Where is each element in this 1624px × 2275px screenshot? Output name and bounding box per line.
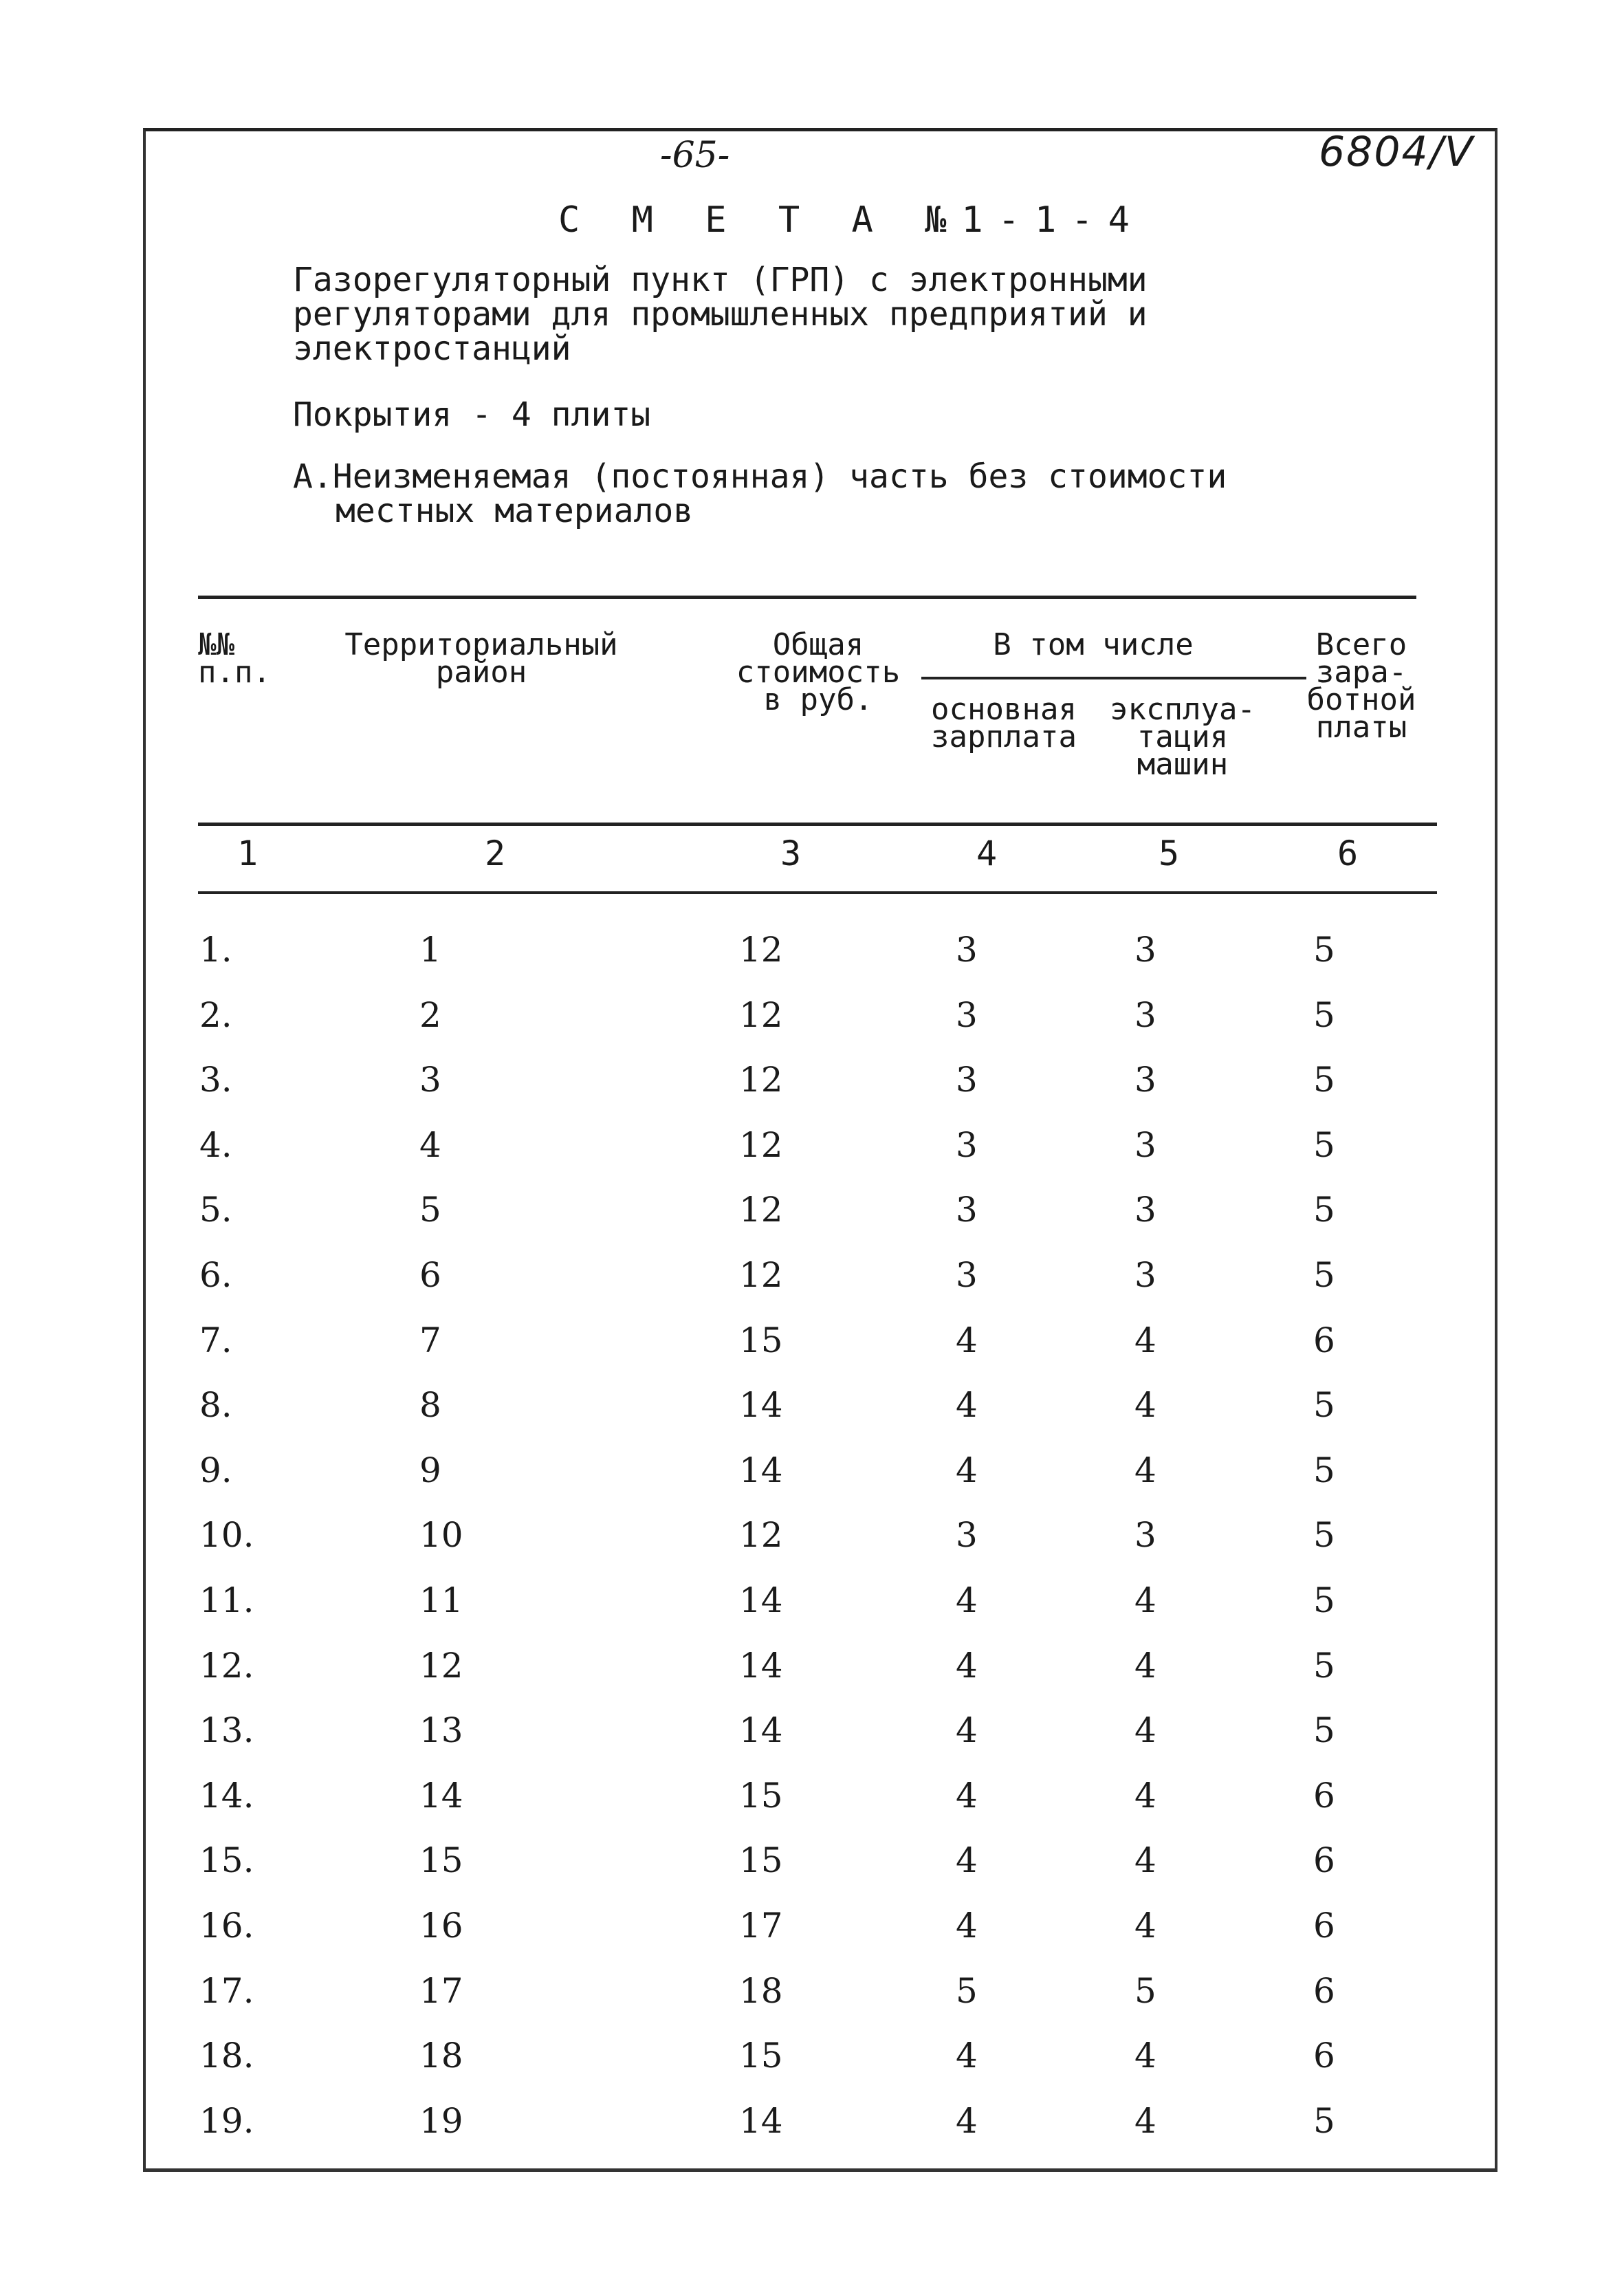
machine-operation-cell: 4	[1134, 2036, 1156, 2076]
column-number: 5	[1158, 834, 1180, 873]
header-territorial-district	[330, 627, 633, 690]
machine-operation-cell: 3	[1134, 1515, 1156, 1555]
district-cell: 19	[419, 2101, 463, 2141]
total-cost-cell: 12	[739, 1190, 783, 1230]
row-number-cell: 7.	[199, 1320, 232, 1360]
total-salary-cell: 5	[1313, 1646, 1335, 1686]
header-row-number	[198, 627, 271, 690]
row-number-cell: 5.	[199, 1190, 232, 1230]
total-cost-cell: 15	[739, 1320, 783, 1360]
header-machine-operation	[1100, 692, 1265, 782]
district-cell: 6	[419, 1255, 441, 1295]
district-cell: 1	[419, 930, 441, 970]
header-text: тация	[1137, 719, 1229, 754]
header-text: Территориальный	[344, 627, 618, 662]
row-number-cell: 8.	[199, 1385, 232, 1425]
total-cost-cell: 14	[739, 1385, 783, 1425]
row-number-cell: 17.	[199, 1971, 254, 2011]
district-cell: 18	[419, 2036, 463, 2076]
estimate-title: С М Е Т А №1-1-4	[558, 199, 1145, 241]
header-text: район	[435, 655, 527, 690]
total-salary-cell: 6	[1313, 2036, 1335, 2076]
base-salary-cell: 4	[956, 1646, 978, 1686]
header-text: ботной	[1306, 682, 1416, 717]
row-number-cell: 10.	[199, 1515, 254, 1555]
machine-operation-cell: 4	[1134, 1320, 1156, 1360]
district-cell: 15	[419, 1840, 463, 1880]
total-salary-cell: 5	[1313, 995, 1335, 1035]
district-cell: 9	[419, 1450, 441, 1490]
district-cell: 14	[419, 1776, 463, 1816]
total-salary-cell: 5	[1313, 1450, 1335, 1490]
header-text: эксплуа-	[1110, 692, 1255, 727]
machine-operation-cell: 4	[1134, 1710, 1156, 1750]
machine-operation-cell: 3	[1134, 1190, 1156, 1230]
total-salary-cell: 5	[1313, 1255, 1335, 1295]
machine-operation-cell: 4	[1134, 1580, 1156, 1620]
row-number-cell: 9.	[199, 1450, 232, 1490]
column-number: 3	[780, 834, 802, 873]
machine-operation-cell: 3	[1134, 930, 1156, 970]
district-cell: 3	[419, 1060, 441, 1100]
total-salary-cell: 6	[1313, 1971, 1335, 2011]
object-description	[293, 263, 1148, 366]
base-salary-cell: 4	[956, 1320, 978, 1360]
base-salary-cell: 4	[956, 1450, 978, 1490]
column-number: 4	[976, 834, 998, 873]
row-number-cell: 3.	[199, 1060, 232, 1100]
row-number-cell: 14.	[199, 1776, 254, 1816]
total-cost-cell: 12	[739, 1515, 783, 1555]
machine-operation-cell: 4	[1134, 1776, 1156, 1816]
machine-operation-cell: 3	[1134, 1060, 1156, 1100]
machine-operation-cell: 3	[1134, 1255, 1156, 1295]
description-line: электростанций	[293, 329, 571, 368]
base-salary-cell: 3	[956, 1060, 978, 1100]
base-salary-cell: 4	[956, 1840, 978, 1880]
machine-operation-cell: 3	[1134, 1125, 1156, 1165]
total-salary-cell: 5	[1313, 1125, 1335, 1165]
header-total-salary	[1293, 627, 1430, 745]
header-text: Всего	[1315, 627, 1407, 662]
row-number-cell: 16.	[199, 1906, 254, 1946]
total-salary-cell: 5	[1313, 1190, 1335, 1230]
header-text: стоимость	[736, 655, 901, 690]
total-cost-cell: 15	[739, 2036, 783, 2076]
row-number-cell: 1.	[199, 930, 232, 970]
district-cell: 10	[419, 1515, 463, 1555]
group-header-rule	[921, 677, 1306, 679]
table-top-rule	[198, 596, 1416, 599]
column-number: 2	[484, 834, 506, 873]
district-cell: 8	[419, 1385, 441, 1425]
colnum-bottom-rule	[198, 891, 1437, 894]
total-salary-cell: 5	[1313, 1385, 1335, 1425]
column-number: 6	[1337, 834, 1359, 873]
row-number-cell: 13.	[199, 1710, 254, 1750]
row-number-cell: 19.	[199, 2101, 254, 2141]
base-salary-cell: 4	[956, 1385, 978, 1425]
total-cost-cell: 14	[739, 2101, 783, 2141]
total-cost-cell: 12	[739, 1060, 783, 1100]
header-including: В том числе	[993, 627, 1194, 662]
base-salary-cell: 3	[956, 930, 978, 970]
base-salary-cell: 3	[956, 1190, 978, 1230]
total-cost-cell: 12	[739, 1125, 783, 1165]
header-text: машин	[1137, 747, 1229, 782]
district-cell: 11	[419, 1580, 463, 1620]
section-line: местных материалов	[336, 492, 694, 530]
header-text: зара-	[1315, 655, 1407, 690]
header-total-cost	[722, 627, 914, 717]
district-cell: 5	[419, 1190, 441, 1230]
base-salary-cell: 4	[956, 1580, 978, 1620]
header-text: в руб.	[763, 682, 873, 717]
total-cost-cell: 17	[739, 1906, 783, 1946]
total-salary-cell: 6	[1313, 1320, 1335, 1360]
total-salary-cell: 6	[1313, 1840, 1335, 1880]
total-salary-cell: 6	[1313, 1776, 1335, 1816]
machine-operation-cell: 4	[1134, 1906, 1156, 1946]
machine-operation-cell: 3	[1134, 995, 1156, 1035]
total-salary-cell: 5	[1313, 1710, 1335, 1750]
base-salary-cell: 4	[956, 1906, 978, 1946]
base-salary-cell: 3	[956, 1255, 978, 1295]
header-text: платы	[1315, 710, 1407, 745]
total-cost-cell: 14	[739, 1450, 783, 1490]
document-code: 6804/V	[1319, 128, 1474, 176]
row-number-cell: 15.	[199, 1840, 254, 1880]
machine-operation-cell: 4	[1134, 2101, 1156, 2141]
machine-operation-cell: 4	[1134, 1840, 1156, 1880]
district-cell: 7	[419, 1320, 441, 1360]
base-salary-cell: 4	[956, 2101, 978, 2141]
base-salary-cell: 5	[956, 1971, 978, 2011]
base-salary-cell: 4	[956, 2036, 978, 2076]
header-text: №№	[198, 627, 234, 662]
header-base-salary	[914, 692, 1093, 754]
total-cost-cell: 15	[739, 1776, 783, 1816]
total-cost-cell: 14	[739, 1710, 783, 1750]
total-cost-cell: 12	[739, 995, 783, 1035]
total-cost-cell: 14	[739, 1646, 783, 1686]
district-cell: 13	[419, 1710, 463, 1750]
section-heading	[293, 459, 1227, 528]
machine-operation-cell: 4	[1134, 1450, 1156, 1490]
row-number-cell: 4.	[199, 1125, 232, 1165]
total-salary-cell: 5	[1313, 1580, 1335, 1620]
total-cost-cell: 18	[739, 1971, 783, 2011]
base-salary-cell: 4	[956, 1710, 978, 1750]
header-text: Общая	[772, 627, 864, 662]
total-salary-cell: 5	[1313, 1515, 1335, 1555]
row-number-cell: 12.	[199, 1646, 254, 1686]
header-text: п.п.	[198, 655, 271, 690]
machine-operation-cell: 4	[1134, 1385, 1156, 1425]
total-salary-cell: 5	[1313, 1060, 1335, 1100]
description-line: регуляторами для промышленных предприятий и	[293, 295, 1148, 334]
row-number-cell: 2.	[199, 995, 232, 1035]
total-cost-cell: 14	[739, 1580, 783, 1620]
total-cost-cell: 15	[739, 1840, 783, 1880]
page-frame	[143, 128, 1497, 2172]
district-cell: 4	[419, 1125, 441, 1165]
row-number-cell: 6.	[199, 1255, 232, 1295]
total-cost-cell: 12	[739, 930, 783, 970]
base-salary-cell: 3	[956, 995, 978, 1035]
header-bottom-rule	[198, 823, 1437, 826]
covering-note: Покрытия - 4 плиты	[293, 395, 651, 434]
district-cell: 17	[419, 1971, 463, 2011]
district-cell: 2	[419, 995, 441, 1035]
district-cell: 16	[419, 1906, 463, 1946]
row-number-cell: 18.	[199, 2036, 254, 2076]
total-salary-cell: 5	[1313, 2101, 1335, 2141]
description-line: Газорегуляторный пункт (ГРП) с электронными	[293, 261, 1148, 299]
column-number: 1	[237, 834, 259, 873]
machine-operation-cell: 5	[1134, 1971, 1156, 2011]
header-text: зарплата	[931, 719, 1077, 754]
total-cost-cell: 12	[739, 1255, 783, 1295]
header-text: основная	[931, 692, 1077, 727]
machine-operation-cell: 4	[1134, 1646, 1156, 1686]
district-cell: 12	[419, 1646, 463, 1686]
base-salary-cell: 4	[956, 1776, 978, 1816]
row-number-cell: 11.	[199, 1580, 254, 1620]
section-line: А.Неизменяемая (постоянная) часть без стоимости	[293, 457, 1227, 496]
total-salary-cell: 6	[1313, 1906, 1335, 1946]
page-number: -65-	[660, 135, 730, 176]
total-salary-cell: 5	[1313, 930, 1335, 970]
base-salary-cell: 3	[956, 1515, 978, 1555]
base-salary-cell: 3	[956, 1125, 978, 1165]
